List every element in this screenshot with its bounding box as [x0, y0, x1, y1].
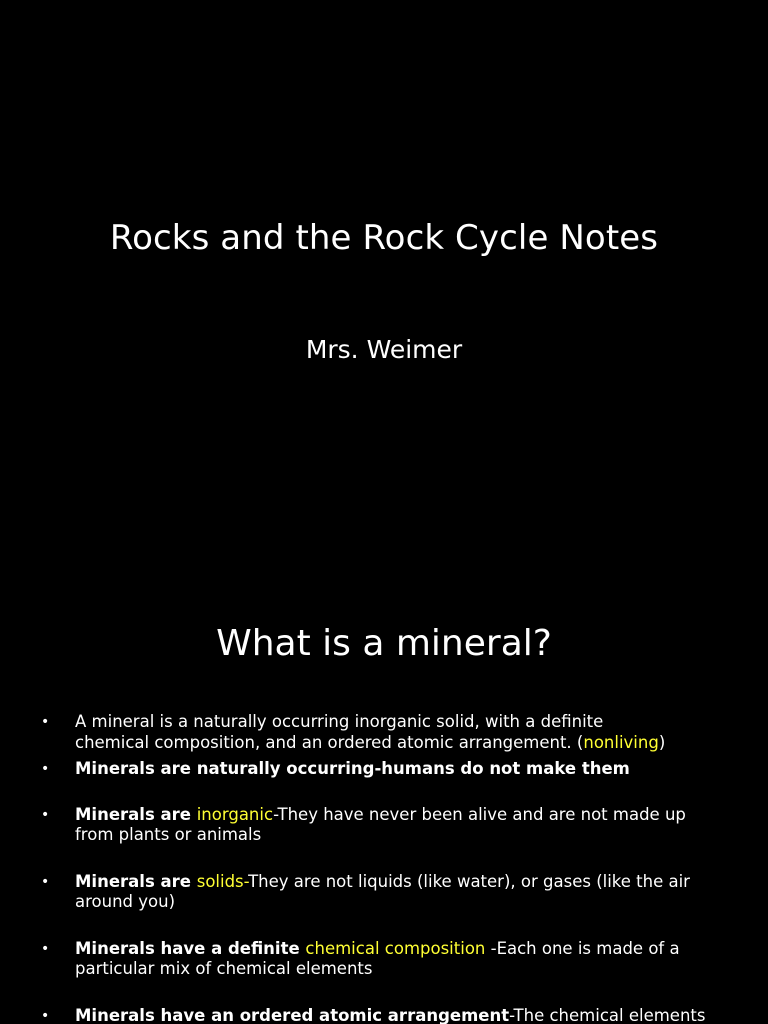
bullet-bold-text: Minerals have an ordered atomic arrangement — [75, 1006, 510, 1024]
bullet-bold-text: Minerals are — [75, 805, 197, 824]
bullet-text: -They have never been alive and are not made up — [273, 805, 686, 824]
highlight-text: chemical composition — [305, 939, 486, 958]
bullet-text: chemical composition, and an ordered atomic arrangement. ( — [75, 733, 584, 752]
bullet-text: -Each one is made of a — [485, 939, 680, 958]
slide-subtitle: Mrs. Weimer — [305, 335, 463, 364]
bullet-dot: • — [41, 1008, 50, 1024]
bullet-text: A mineral is a naturally occurring inorganic solid, with a definite — [75, 712, 604, 731]
bullet-text: ) — [658, 733, 666, 752]
bullet-text: around you) — [75, 892, 176, 911]
bullet-text: particular mix of chemical elements — [75, 959, 373, 978]
bullet-dot: • — [41, 941, 50, 957]
highlight-text: inorganic — [196, 805, 274, 824]
bullet-text: from plants or animals — [75, 825, 262, 844]
bullet-line — [75, 892, 725, 912]
bullet-text: -The chemical elements — [509, 1006, 706, 1024]
bullet-line — [75, 872, 725, 892]
bullet-line — [75, 1006, 725, 1024]
bullet-bold-text: Minerals are — [75, 872, 197, 891]
highlight-text: nonliving — [583, 733, 659, 752]
bullet-line — [75, 712, 725, 732]
bullet-line — [75, 759, 725, 779]
bullet-line — [75, 959, 725, 979]
bullet-text: They are not liquids (like water), or gases (like the air — [248, 872, 690, 891]
bullet-dot: • — [41, 807, 50, 823]
bullet-dot: • — [41, 714, 50, 730]
content-slide — [0, 576, 768, 1024]
bullet-line — [75, 825, 725, 845]
highlight-text: solids- — [196, 872, 249, 891]
bullet-dot: • — [41, 874, 50, 890]
slide-heading: What is a mineral? — [216, 623, 552, 664]
bullet-line — [75, 939, 725, 959]
slide-title: Rocks and the Rock Cycle Notes — [109, 218, 659, 258]
bullet-line — [75, 733, 725, 753]
bullet-text: Minerals are naturally occurring-humans do not make them — [75, 759, 630, 778]
bullet-bold-text: Minerals have a definite — [75, 939, 306, 958]
bullet-dot: • — [41, 761, 50, 777]
bullet-line — [75, 805, 725, 825]
